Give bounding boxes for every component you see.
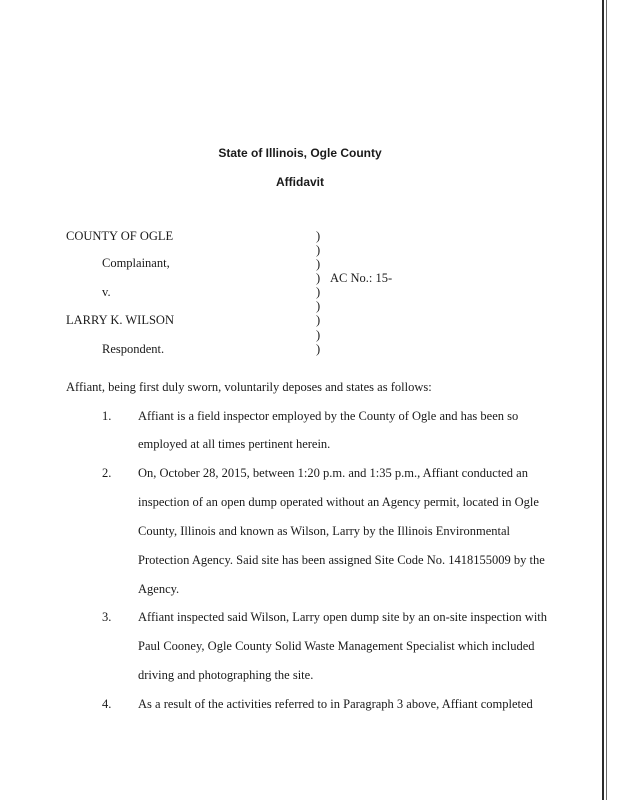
- paragraph-line: Affiant inspected said Wilson, Larry open dump site by an on-site inspection with: [138, 610, 548, 624]
- caption-paren: ): [316, 299, 321, 313]
- paragraph-number: 3.: [102, 610, 112, 624]
- defendant-name: LARRY K. WILSON: [66, 313, 174, 327]
- paragraph-line: inspection of an open dump operated without an Agency permit, located in Ogle: [138, 495, 539, 509]
- caption-paren: ): [316, 257, 321, 271]
- plaintiff-name: COUNTY OF OGLE: [66, 229, 174, 243]
- paragraph-number: 2.: [102, 466, 112, 480]
- intro-statement: Affiant, being first duly sworn, voluntarily deposes and states as follows:: [66, 380, 432, 394]
- scan-edge-line-secondary: [606, 0, 607, 800]
- caption-paren: ): [316, 313, 321, 327]
- versus-label: v.: [102, 285, 111, 299]
- caption-paren: ): [316, 328, 321, 342]
- paragraph-line: Protection Agency. Said site has been assigned Site Code No. 1418155009 by the: [138, 553, 545, 567]
- document-title: State of Illinois, Ogle County: [218, 146, 382, 160]
- paragraph-line: driving and photographing the site.: [138, 668, 314, 682]
- caption-paren: ): [316, 243, 321, 257]
- caption-paren: ): [316, 271, 321, 285]
- paragraph-line: Paul Cooney, Ogle County Solid Waste Management Specialist which included: [138, 639, 535, 653]
- caption-paren: ): [316, 229, 321, 243]
- defendant-role: Respondent.: [102, 342, 165, 356]
- caption-paren: ): [316, 342, 321, 356]
- paragraph-line: employed at all times pertinent herein.: [138, 437, 331, 451]
- paragraph-number: 1.: [102, 409, 112, 423]
- paragraph-line: On, October 28, 2015, between 1:20 p.m. and 1:35 p.m., Affiant conducted an: [138, 466, 528, 480]
- paragraph-line: Agency.: [138, 582, 180, 596]
- paragraph-number: 4.: [102, 697, 112, 711]
- paragraph-line: County, Illinois and known as Wilson, Larry by the Illinois Environmental: [138, 524, 511, 538]
- plaintiff-role: Complainant,: [102, 256, 170, 270]
- caption-paren: ): [316, 285, 321, 299]
- case-number: AC No.: 15-: [330, 271, 393, 285]
- paragraph-line: Affiant is a field inspector employed by the County of Ogle and has been so: [138, 409, 519, 423]
- paragraph-line: As a result of the activities referred to in Paragraph 3 above, Affiant completed: [138, 697, 533, 711]
- scan-edge-line: [602, 0, 604, 800]
- document-subtitle: Affidavit: [276, 175, 324, 189]
